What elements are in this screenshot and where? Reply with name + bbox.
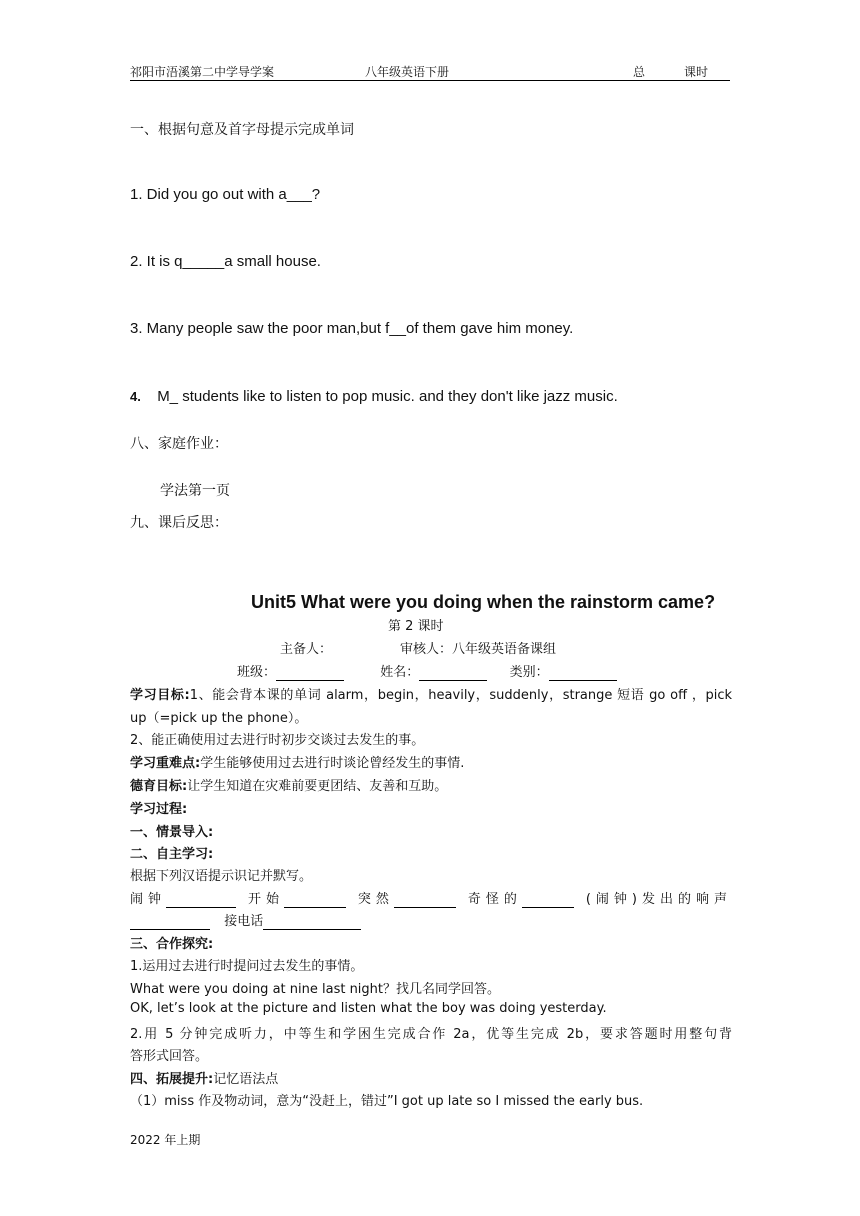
moral-text: 让学生知道在灾难前要更团结、友善和互助。 — [187, 779, 448, 794]
section-2-heading: 二、自主学习: — [130, 847, 214, 862]
question-3: 3. Many people saw the poor man,but f__of them gave him money. — [130, 320, 574, 337]
moral-line — [130, 775, 447, 794]
question-2: 2. It is q_____a small house. — [130, 253, 321, 270]
header-book: 八年级英语下册 — [365, 65, 450, 79]
question-4 — [130, 388, 618, 405]
section-3-item-1: 1.运用过去进行时提问过去发生的事情。 — [130, 959, 364, 974]
goal-label: 学习目标: — [130, 688, 190, 703]
class-blank[interactable] — [276, 665, 344, 681]
name-blank[interactable] — [419, 665, 487, 681]
section-3-question: What were you doing at nine last night？找几名同学回答。 — [130, 982, 501, 997]
goal-text-1: 1、能会背本课的单词 alarm，begin，heavily，suddenly，strange 短语 go off ，pick — [189, 688, 732, 703]
preparer-label: 主备人： — [280, 642, 333, 657]
vocab-suddenly-blank[interactable] — [394, 892, 456, 908]
section-4-text: 记忆语法点 — [213, 1072, 279, 1087]
vocab-alarm: 闹钟 — [130, 892, 167, 907]
vocab-answer-blank[interactable] — [263, 914, 361, 930]
vocab-begin-blank[interactable] — [284, 892, 346, 908]
section-4-line — [130, 1068, 278, 1087]
section-3-heading: 三、合作探究: — [130, 937, 214, 952]
vocab-ring: (闹钟)发出的响声 — [585, 892, 732, 907]
reviewer-label: 审核人：八年级英语备课组 — [400, 642, 557, 657]
vocab-answer-phone: 接电话 — [224, 914, 264, 929]
question-4-number: 4. — [130, 389, 141, 404]
vocab-strange: 奇怪的 — [467, 892, 522, 907]
vocab-line-2 — [130, 910, 361, 930]
question-4-text: M_ students like to listen to pop music. and they don't like jazz music. — [157, 388, 618, 405]
category-label: 类别： — [509, 665, 549, 680]
goal-line-3: 2、能正确使用过去进行时初步交谈过去发生的事。 — [130, 733, 425, 748]
question-1: 1. Did you go out with a___? — [130, 186, 321, 203]
header-period: 课时 — [684, 65, 709, 79]
homework-heading: 八、家庭作业： — [130, 436, 228, 452]
student-info-row — [237, 661, 617, 681]
section-3-item-2-line-1: 2.用 5 分钟完成听力，中等生和学困生完成合作 2a，优等生完成 2b，要求答题时用整句背 — [130, 1027, 732, 1042]
class-label: 班级： — [237, 665, 277, 680]
homework-item: 学法第一页 — [160, 483, 230, 499]
section-4-heading: 四、拓展提升: — [130, 1072, 214, 1087]
vocab-line-1 — [130, 888, 732, 908]
header-total: 总 — [633, 65, 646, 79]
name-label: 姓名： — [380, 665, 420, 680]
footer-term: 2022 年上期 — [130, 1133, 201, 1147]
process-label: 学习过程: — [130, 802, 188, 817]
vocab-alarm-blank[interactable] — [166, 892, 236, 908]
reflection-heading: 九、课后反思： — [130, 515, 228, 531]
goal-line-2: up（=pick up the phone）。 — [130, 711, 308, 726]
vocab-strange-blank[interactable] — [522, 892, 574, 908]
section-2-instruction: 根据下列汉语提示识记并默写。 — [130, 869, 313, 884]
moral-label: 德育目标: — [130, 779, 188, 794]
header-school: 祁阳市浯溪第二中学导学案 — [130, 65, 275, 79]
focus-line — [130, 752, 464, 771]
section-4-item-1: （1）miss 作及物动词，意为“没赶上，错过”I got up late so I missed the early bus. — [130, 1094, 644, 1109]
focus-label: 学习重难点: — [130, 756, 201, 771]
lesson-title: Unit5 What were you doing when the rainstorm came? — [251, 592, 716, 612]
header-rule — [130, 80, 730, 81]
vocab-begin: 开始 — [247, 892, 284, 907]
exercise-heading: 一、根据句意及首字母提示完成单词 — [130, 122, 354, 138]
section-3-ok: OK, let’s look at the picture and listen what the boy was doing yesterday. — [130, 1001, 607, 1016]
vocab-ring-blank[interactable] — [130, 914, 210, 930]
section-3-item-2-line-2: 答形式回答。 — [130, 1049, 209, 1064]
vocab-suddenly: 突然 — [357, 892, 394, 907]
category-blank[interactable] — [549, 665, 617, 681]
section-1-heading: 一、情景导入: — [130, 825, 214, 840]
focus-text: 学生能够使用过去进行时谈论曾经发生的事情. — [200, 756, 465, 771]
goal-line-1 — [130, 684, 732, 703]
lesson-period: 第 2 课时 — [388, 619, 444, 634]
